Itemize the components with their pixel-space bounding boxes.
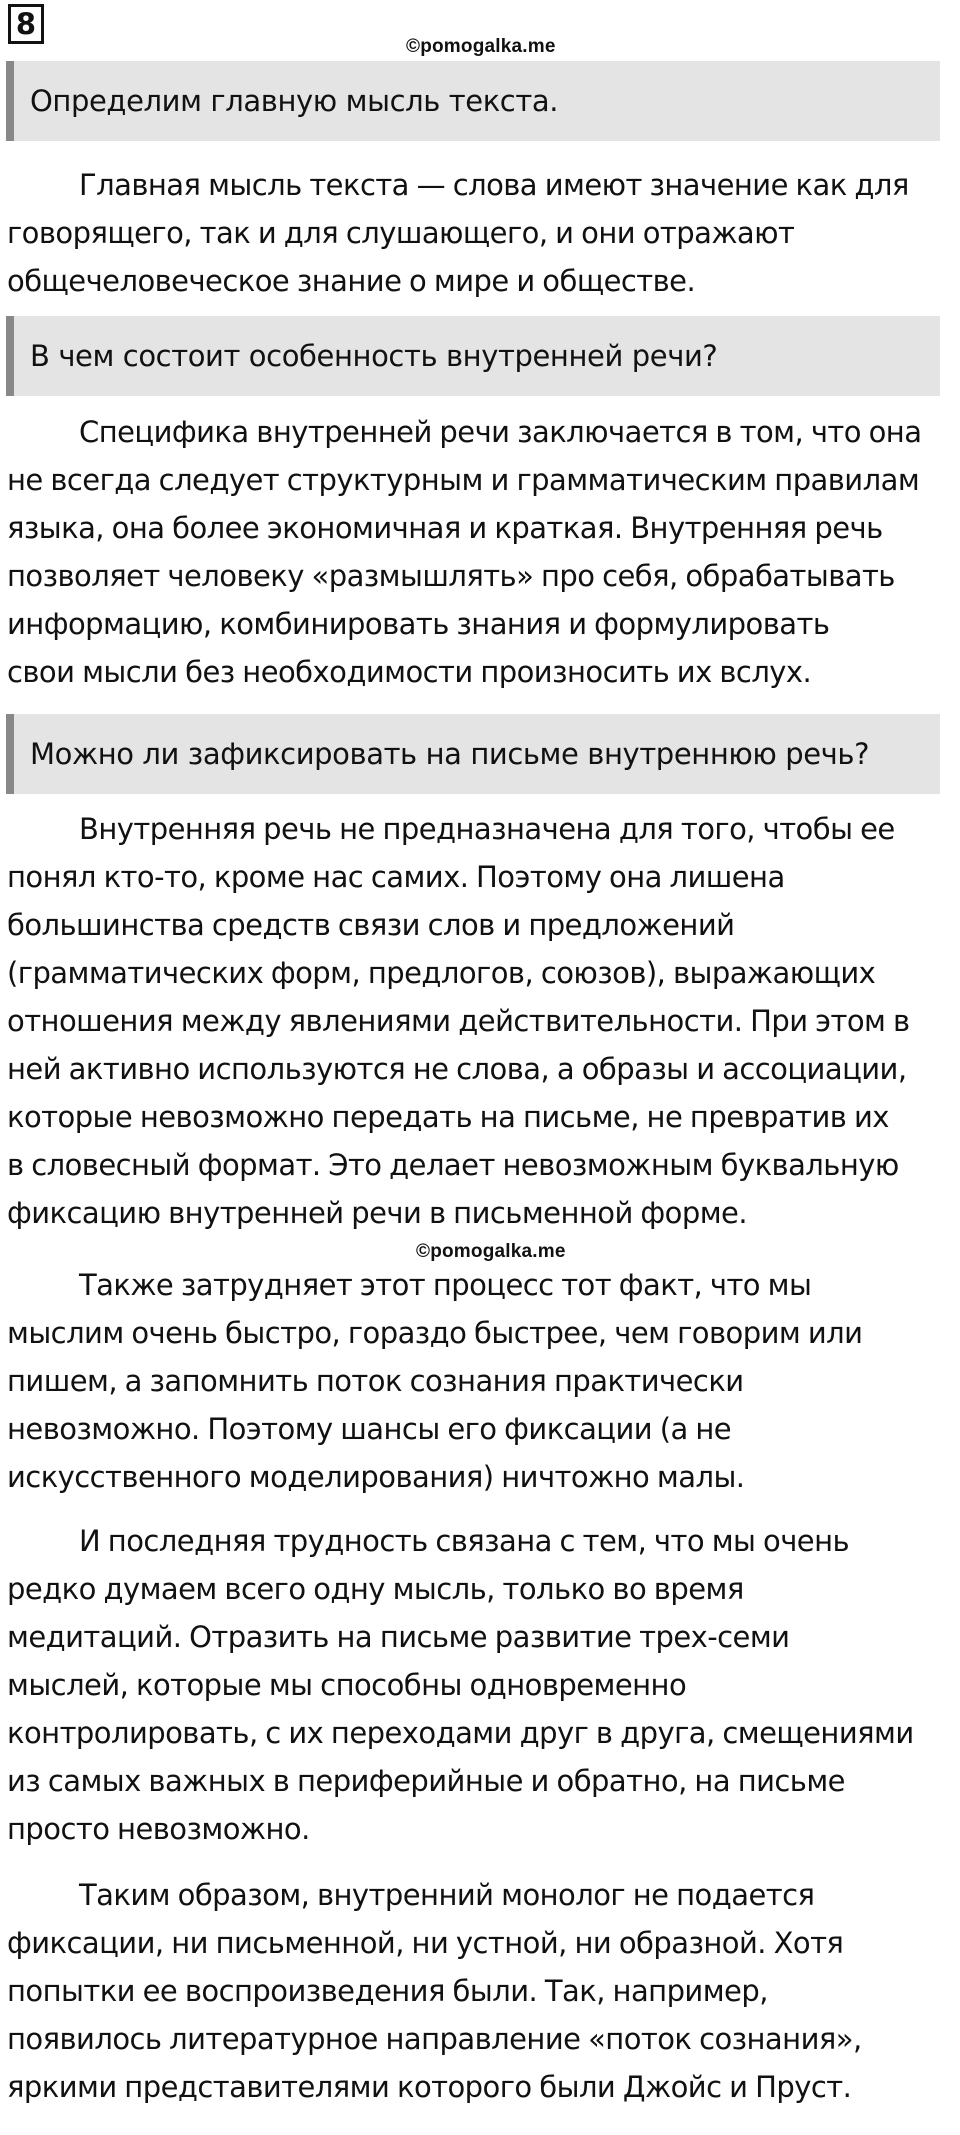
text-line: (грамматических форм, предлогов, союзов), выражающих <box>7 956 876 990</box>
text-line: не всегда следует структурным и грамматическим правилам <box>7 463 920 497</box>
question-heading-1 <box>6 61 940 141</box>
text-line: фиксации, ни письменной, ни устной, ни образной. Хотя <box>7 1926 844 1960</box>
text-line: говорящего, так и для слушающего, и они отражают <box>7 216 795 250</box>
text-line: понял кто-то, кроме нас самих. Поэтому она лишена <box>7 860 785 894</box>
text-line: отношения между явлениями действительности. При этом в <box>7 1004 910 1038</box>
text-line: искусственного моделирования) ничтожно малы. <box>7 1460 745 1494</box>
text-line: большинства средств связи слов и предложений <box>7 908 735 942</box>
text-line: появилось литературное направление «поток сознания», <box>7 2022 862 2056</box>
text-line: И последняя трудность связана с тем, что мы очень <box>79 1524 850 1558</box>
text-line: языка, она более экономичная и краткая. Внутренняя речь <box>7 511 883 545</box>
answer-paragraph-6 <box>7 1871 952 2111</box>
answer-paragraph-4 <box>7 1261 952 1501</box>
text-line: мыслим очень быстро, гораздо быстрее, чем говорим или <box>7 1316 863 1350</box>
text-line: в словесный формат. Это делает невозможным буквальную <box>7 1148 899 1182</box>
text-line: просто невозможно. <box>7 1812 310 1846</box>
text-line: яркими представителями которого были Джойс и Пруст. <box>7 2070 852 2104</box>
text-line: контролировать, с их переходами друг в друга, смещениями <box>7 1716 914 1750</box>
question-text: Определим главную мысль текста. <box>30 84 559 118</box>
text-line: из самых важных в периферийные и обратно, на письме <box>7 1764 845 1798</box>
text-line: ней активно используются не слова, а образы и ассоциации, <box>7 1052 907 1086</box>
answer-paragraph-5 <box>7 1517 952 1853</box>
text-line: общечеловеческое знание о мире и обществе. <box>7 264 696 298</box>
answer-paragraph-2 <box>7 408 952 696</box>
text-line: попытки ее воспроизведения были. Так, например, <box>7 1974 768 2008</box>
text-line: Внутренняя речь не предназначена для того, чтобы ее <box>79 812 895 846</box>
text-line: медитаций. Отразить на письме развитие трех-семи <box>7 1620 790 1654</box>
text-line: которые невозможно передать на письме, не превратив их <box>7 1100 889 1134</box>
answer-paragraph-1 <box>7 161 952 305</box>
watermark-middle: ©pomogalka.me <box>416 1241 566 1262</box>
task-number-box: 8 <box>8 4 44 44</box>
question-text: Можно ли зафиксировать на письме внутреннюю речь? <box>30 737 870 771</box>
text-line: пишем, а запомнить поток сознания практически <box>7 1364 744 1398</box>
text-line: фиксацию внутренней речи в письменной форме. <box>7 1196 748 1230</box>
text-line: Главная мысль текста — слова имеют значение как для <box>79 168 909 202</box>
text-line: свои мысли без необходимости произносить их вслух. <box>7 655 812 689</box>
question-heading-2 <box>6 316 940 396</box>
text-line: мыслей, которые мы способны одновременно <box>7 1668 687 1702</box>
text-line: редко думаем всего одну мысль, только во время <box>7 1572 744 1606</box>
question-text: В чем состоит особенность внутренней речи? <box>30 339 718 373</box>
text-line: позволяет человеку «размышлять» про себя, обрабатывать <box>7 559 895 593</box>
text-line: Специфика внутренней речи заключается в том, что она <box>79 415 922 449</box>
text-line: невозможно. Поэтому шансы его фиксации (а не <box>7 1412 732 1446</box>
watermark-top: ©pomogalka.me <box>406 36 556 57</box>
text-line: информацию, комбинировать знания и формулировать <box>7 607 830 641</box>
text-line: Таким образом, внутренний монолог не подается <box>79 1878 815 1912</box>
text-line: Также затрудняет этот процесс тот факт, что мы <box>79 1268 812 1302</box>
answer-paragraph-3 <box>7 805 952 1237</box>
question-heading-3 <box>6 714 940 794</box>
